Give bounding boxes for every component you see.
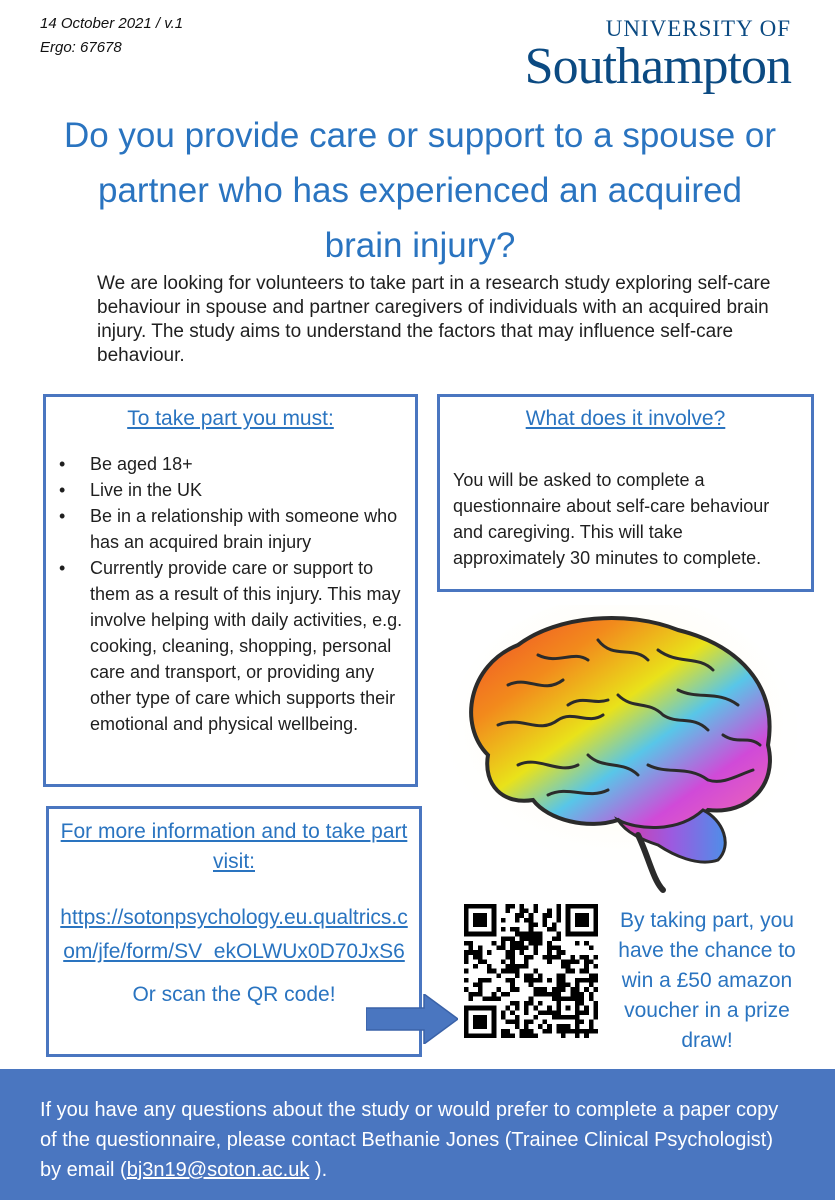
ergo-number: Ergo: 67678 (40, 39, 122, 56)
involvement-box (437, 394, 814, 592)
more-info-title: For more information and to take part visit: (60, 820, 408, 873)
list-item: • Currently provide care or support to them as a result of this injury. This may involve helping with daily activities, e.g. cooking, cleaning, shopping, personal care and transport, or providing any other type of care which supports their emotional and physical wellbeing. (90, 555, 405, 737)
list-item: • Be in a relationship with someone who has an acquired brain injury (90, 503, 405, 555)
contact-email-link[interactable]: bj3n19@soton.ac.uk (126, 1159, 310, 1181)
date-version: 14 October 2021 / v.1 (40, 15, 184, 32)
eligibility-box (43, 394, 418, 787)
list-item: • Live in the UK (90, 477, 405, 503)
survey-link[interactable]: https://sotonpsychology.eu.qualtrics.com/jfe/form/SV_ekOLWUx0D70JxS6 (60, 906, 408, 963)
intro-paragraph: We are looking for volunteers to take part in a research study exploring self-care behaviour in spouse and partner caregivers of individuals with an acquired brain injury. The study aims to understand the factors that may influence self-care behaviour. (97, 273, 771, 366)
involvement-title: What does it involve? (525, 407, 726, 430)
scan-qr-prompt: Or scan the QR code! (132, 983, 336, 1006)
logo-line2: Southampton (524, 38, 791, 95)
footer-text-end: ). (309, 1159, 328, 1181)
contact-footer (0, 1069, 835, 1200)
logo-line1: UNIVERSITY OF (605, 16, 791, 41)
right-arrow-icon (366, 994, 458, 1044)
headline: Do you provide care or support to a spouse or partner who has experienced an acquired brain injury? (63, 116, 777, 265)
university-logo (524, 16, 791, 95)
list-item: • Be aged 18+ (90, 451, 405, 477)
document-meta (40, 12, 183, 60)
qr-code[interactable] (464, 904, 598, 1038)
prize-draw-text: By taking part, you have the chance to win a £50 amazon voucher in a prize draw! (618, 909, 796, 1052)
eligibility-title: To take part you must: (127, 407, 334, 430)
involvement-text: You will be asked to complete a questionnaire about self-care behaviour and caregiving. This will take approximately 30 minutes to complete. (453, 470, 770, 568)
footer-text: If you have any questions about the study or would prefer to complete a paper copy of the questionnaire, please contact Bethanie Jones (Trainee Clinical Psychologist) by email ( (40, 1099, 779, 1181)
brain-illustration (448, 605, 798, 895)
eligibility-list (46, 451, 415, 737)
